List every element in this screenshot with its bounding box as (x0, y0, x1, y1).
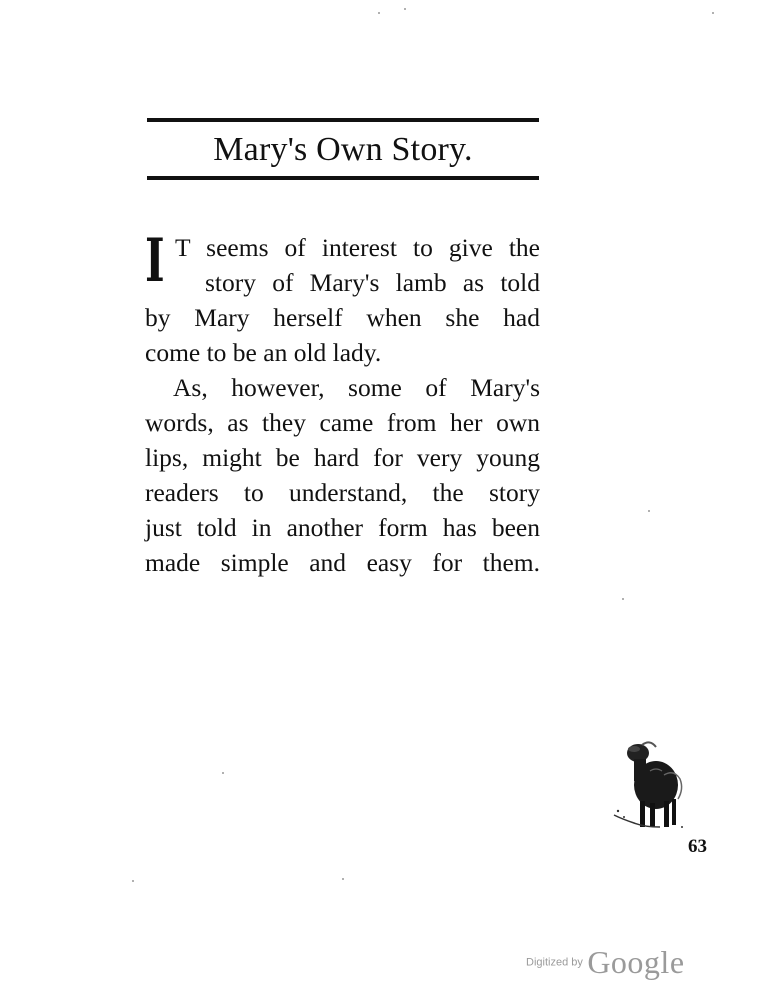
drop-cap: I (145, 226, 165, 296)
watermark-prefix: Digitized by (526, 956, 583, 969)
paper-speck (132, 880, 134, 882)
page-title: Mary's Own Story. (213, 131, 473, 168)
text-line: come to be an old lady. (145, 338, 382, 367)
text-line: by Mary herself when she had (145, 303, 540, 332)
text-line: made simple and easy for them. (145, 548, 540, 577)
header-rule-bottom (147, 176, 539, 180)
paper-speck (404, 8, 406, 10)
text-line: As, however, some of Mary's (173, 373, 540, 402)
text-line: readers to understand, the story (145, 478, 540, 507)
text-line: just told in another form has been (145, 513, 540, 542)
page-number: 63 (688, 836, 707, 857)
paper-speck (222, 772, 224, 774)
paper-speck (622, 598, 624, 600)
paragraph-1 (145, 226, 540, 370)
digitized-watermark (526, 944, 685, 981)
text-line: words, as they came from her own (145, 408, 540, 437)
paper-speck (712, 12, 714, 14)
watermark-brand: Google (587, 944, 685, 980)
paragraph-2 (145, 370, 540, 580)
header-rule-top (147, 118, 539, 122)
text-line: lips, might be hard for very young (145, 443, 540, 472)
paragraph-1-opening (145, 226, 540, 300)
text-line: story of Mary's lamb as told (205, 268, 540, 297)
lamb-icon (612, 735, 692, 835)
story-text (145, 226, 540, 580)
text-line: T seems of interest to give the (175, 233, 540, 262)
paper-speck (342, 878, 344, 880)
paper-speck (648, 510, 650, 512)
paper-speck (378, 12, 380, 14)
